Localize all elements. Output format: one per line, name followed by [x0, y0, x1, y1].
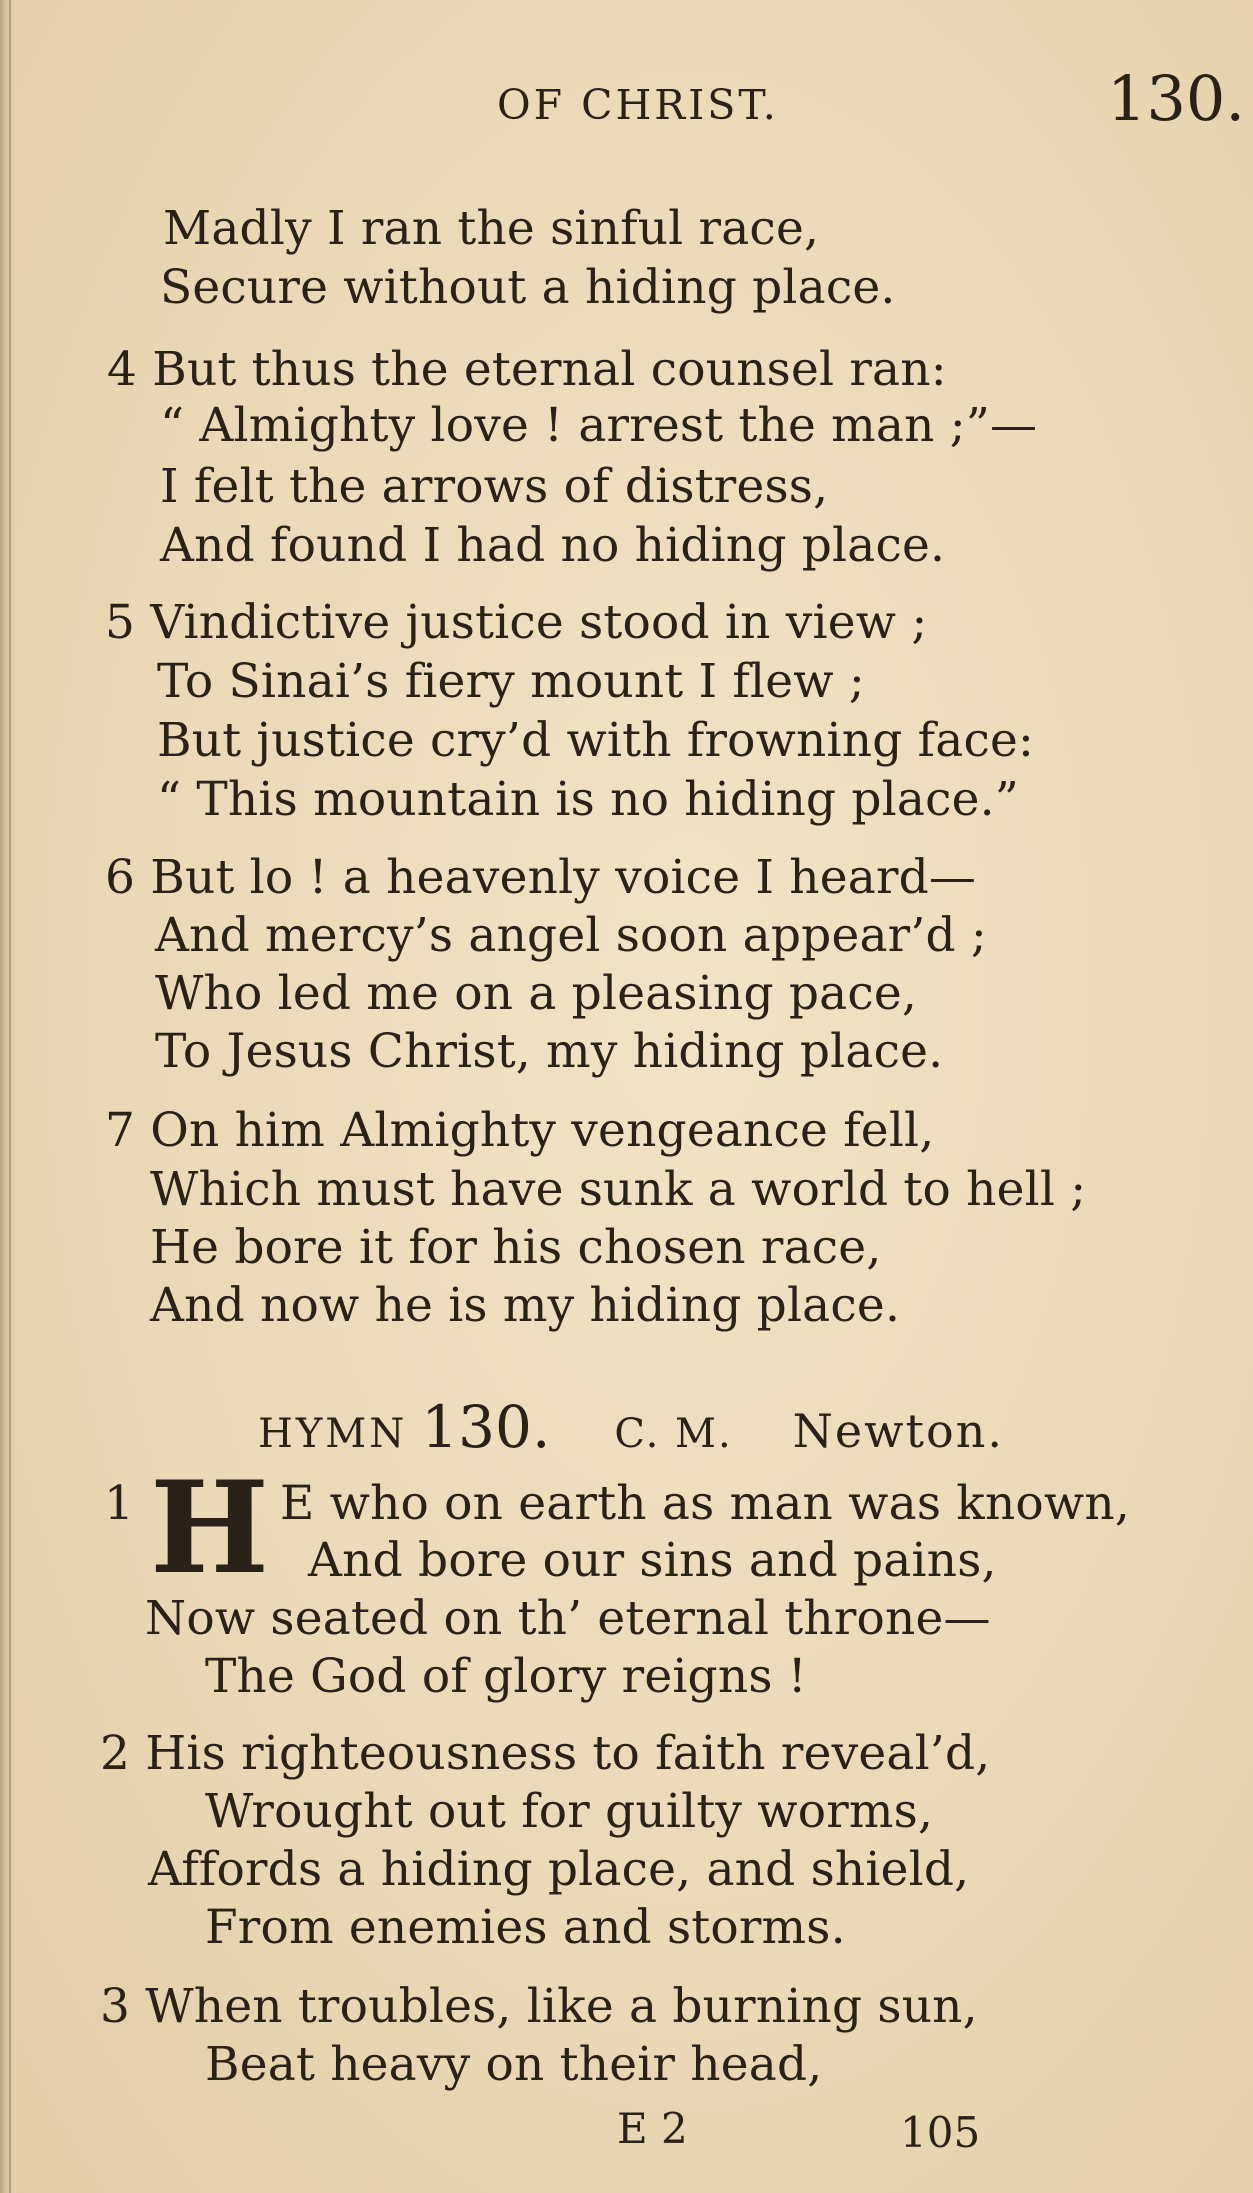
footer-page-number: 105 — [900, 2108, 981, 2157]
hymn-heading — [258, 1393, 1004, 1461]
signature-mark: E 2 — [617, 2104, 688, 2153]
hymn-line: The God of glory reigns ! — [205, 1649, 807, 1704]
spine-fold-line — [9, 0, 11, 2193]
hymn-line: Affords a hiding place, and shield, — [148, 1842, 970, 1897]
verse-line: Which must have sunk a world to hell ; — [150, 1162, 1087, 1217]
hymn-meter: C. M. — [614, 1411, 733, 1457]
verse-line: I felt the arrows of distress, — [160, 459, 829, 514]
verse-line: “ This mountain is no hiding place.” — [157, 772, 1019, 827]
hymn-line: And bore our sins and pains, — [308, 1533, 997, 1588]
verse-line: And mercy’s angel soon appear’d ; — [155, 908, 987, 963]
verse-line: “ Almighty love ! arrest the man ;”— — [160, 398, 1038, 453]
hymn-line: 3 When troubles, like a burning sun, — [100, 1979, 978, 2034]
hymn-author: Newton. — [792, 1404, 1004, 1458]
hymn-label: HYMN — [258, 1411, 408, 1457]
verse-line: 6 But lo ! a heavenly voice I heard— — [105, 850, 977, 905]
hymn-line: Now seated on th’ eternal throne— — [145, 1591, 991, 1646]
verse-line: And now he is my hiding place. — [150, 1278, 901, 1333]
drop-cap: H — [150, 1454, 270, 1602]
running-head: OF CHRIST. — [497, 81, 779, 129]
hymn-number: 130. — [421, 1393, 551, 1461]
verse-line: To Sinai’s fiery mount I flew ; — [157, 654, 865, 709]
verse-number: 1 — [104, 1476, 135, 1531]
verse-line: 5 Vindictive justice stood in view ; — [105, 595, 928, 650]
hymn-line: From enemies and storms. — [205, 1900, 846, 1955]
verse-line: Who led me on a pleasing pace, — [155, 966, 918, 1021]
verse-line: And found I had no hiding place. — [160, 518, 946, 573]
hymn-line: Wrought out for guilty worms, — [205, 1784, 934, 1839]
hymn-line: E who on earth as man was known, — [280, 1476, 1130, 1531]
book-spine-shadow — [0, 0, 16, 2193]
hymn-line: Beat heavy on their head, — [205, 2037, 823, 2092]
verse-line: He bore it for his chosen race, — [150, 1220, 882, 1275]
verse-line: Madly I ran the sinful race, — [163, 201, 820, 256]
verse-line: To Jesus Christ, my hiding place. — [155, 1024, 944, 1079]
verse-line: Secure without a hiding place. — [160, 260, 896, 315]
verse-line: 7 On him Almighty vengeance fell, — [105, 1103, 935, 1158]
hymn-number-header: 130. — [1107, 62, 1246, 135]
verse-line: But justice cry’d with frowning face: — [157, 713, 1035, 768]
verse-line: 4 But thus the eternal counsel ran: — [107, 342, 947, 397]
hymn-line: 2 His righteousness to faith reveal’d, — [100, 1726, 991, 1781]
